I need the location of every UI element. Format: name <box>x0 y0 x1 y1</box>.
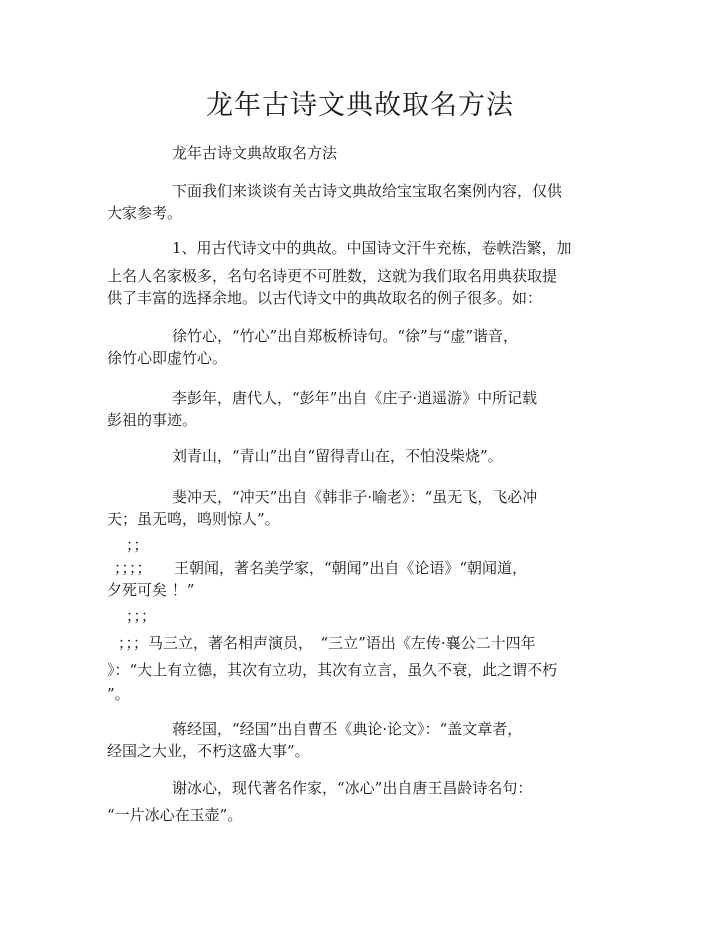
paragraph-line: 蒋经国，“经国”出自曹丕《典论·论文》：“盖文章者， <box>172 720 523 738</box>
paragraph-line: ；；；马三立，著名相声演员， “三立”语出《左传·襄公二十四年 <box>118 634 536 652</box>
paragraph-line: “一片冰心在玉壶”。 <box>107 806 243 824</box>
paragraph-line: 天；虽无鸣，鸣则惊人”。 <box>107 510 280 528</box>
paragraph-line: 李彭年，唐代人，“彭年”出自《庄子·逍遥游》中所记载 <box>172 389 538 407</box>
paragraph-line: 谢冰心，现代著名作家，“冰心”出自唐王昌龄诗名句： <box>172 779 533 797</box>
paragraph-line: 下面我们来谈谈有关古诗文典故给宝宝取名案例内容，仅供 <box>172 182 563 200</box>
paragraph-line: 经国之大业，不朽这盛大事”。 <box>107 742 310 760</box>
paragraph-line: 徐竹心，“竹心”出自郑板桥诗句。“徐”与“虚”谐音， <box>172 327 519 345</box>
paragraph-line: 上名人名家极多，名句名诗更不可胜数，这就为我们取名用典获取提 <box>107 267 558 285</box>
paragraph-line: 夕死可矣 ！” <box>107 581 195 599</box>
paragraph-line: 供了丰富的选择余地。以古代诗文中的典故取名的例子很多。如： <box>107 289 543 307</box>
paragraph-line: 斐冲天，“冲天”出自《韩非子·喻老》：“虽无飞，飞必冲 <box>172 488 538 506</box>
paragraph-line: 刘青山，“青山”出自“留得青山在，不怕没柴烧”。 <box>172 447 503 465</box>
paragraph-line: ”。 <box>107 685 130 703</box>
paragraph-line: ；；； <box>126 607 157 625</box>
paragraph-line: 龙年古诗文典故取名方法 <box>172 144 338 162</box>
paragraph-line: 彭祖的事迹。 <box>107 411 198 429</box>
paragraph-line: 1、用古代诗文中的典故。中国诗文汗牛充栋，卷帙浩繁，加 <box>172 239 572 257</box>
paragraph-line: ；；；； 王朝闻，著名美学家，“朝闻”出自《论语》“朝闻道， <box>114 559 528 577</box>
paragraph-line: 》：“大上有立德，其次有立功，其次有立言，虽久不衰，此之谓不朽 <box>107 661 558 679</box>
paragraph-line: 徐竹心即虚竹心。 <box>107 349 228 367</box>
document-title: 龙年古诗文典故取名方法 <box>206 90 514 121</box>
paragraph-line: 大家参考。 <box>107 204 183 222</box>
paragraph-line: ；； <box>126 536 149 554</box>
